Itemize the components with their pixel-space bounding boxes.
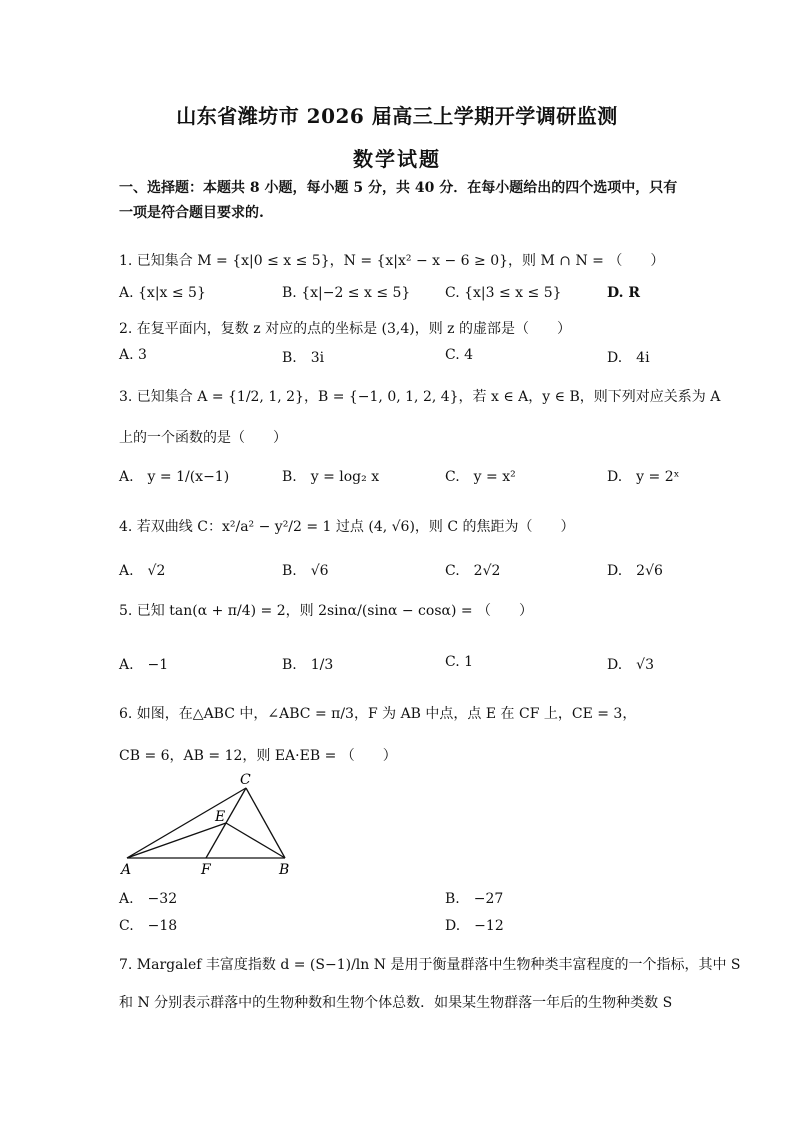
segment-cb [246,788,285,858]
q6-option-c: C. −18 [119,918,178,934]
q5-option-d: D. √3 [607,657,655,673]
q5-option-c: C. 1 [445,654,474,670]
section-heading-line1: 一、选择题：本题共 8 小题，每小题 5 分，共 40 分．在每小题给出的四个选项中，只有 [119,180,678,196]
q2-option-b: B. 3i [282,350,325,366]
triangle-figure [115,770,305,880]
q5-option-a: A. −1 [119,657,169,673]
label-b: B [279,862,290,878]
label-c: C [240,772,251,788]
q6-option-a: A. −32 [119,891,178,907]
q4-option-c: C. 2√2 [445,563,501,579]
question-4-stem: 4. 若双曲线 C：x²/a² − y²/2 = 1 过点 (4, √6)，则 C 的焦距为（ ） [119,519,575,535]
question-7-stem-line2: 和 N 分别表示群落中的生物种数和生物个体总数．如果某生物群落一年后的生物种类数 S [119,995,673,1011]
q1-option-a: A. {x|x ≤ 5} [119,285,206,301]
q3-option-b: B. y = log₂ x [282,469,380,485]
question-3-stem-line2: 上的一个函数的是（ ） [119,430,287,446]
question-2-stem: 2. 在复平面内，复数 z 对应的点的坐标是 (3,4)，则 z 的虚部是（ ） [119,321,571,337]
question-6-stem-line1: 6. 如图，在△ABC 中，∠ABC = π/3，F 为 AB 中点，点 E 在 CF 上，CE = 3， [119,706,637,722]
section-heading-line2: 一项是符合题目要求的. [119,205,264,221]
q1-option-d: D. R [607,285,641,301]
q4-option-b: B. √6 [282,563,329,579]
q1-option-c: C. {x|3 ≤ x ≤ 5} [445,285,562,301]
q3-option-d: D. y = 2ˣ [607,469,680,485]
q6-option-b: B. −27 [445,891,504,907]
q4-option-d: D. 2√6 [607,563,663,579]
question-6-stem-line2: CB = 6，AB = 12，则 EA·EB = （ ） [119,748,397,764]
exam-subtitle: 数学试题 [353,147,441,171]
q6-option-d: D. −12 [445,918,504,934]
segment-ac [127,788,246,858]
q1-option-b: B. {x|−2 ≤ x ≤ 5} [282,285,411,301]
question-5-stem: 5. 已知 tan(α + π/4) = 2，则 2sinα/(sinα − cosα) = （ ） [119,603,534,619]
q3-option-a: A. y = 1/(x−1) [119,469,230,485]
question-7-stem-line1: 7. Margalef 丰富度指数 d = (S−1)/ln N 是用于衡量群落中生物种类丰富程度的一个指标，其中 S [119,957,741,973]
label-f: F [201,862,211,878]
q2-option-d: D. 4i [607,350,650,366]
q2-option-a: A. 3 [119,347,147,363]
segment-eb [226,823,285,858]
q2-option-c: C. 4 [445,347,474,363]
label-e: E [215,809,226,825]
question-1-stem: 1. 已知集合 M = {x|0 ≤ x ≤ 5}，N = {x|x² − x − 6 ≥ 0}，则 M ∩ N = （ ） [119,253,665,269]
q5-option-b: B. 1/3 [282,657,334,673]
q3-option-c: C. y = x² [445,469,516,485]
section-heading [119,176,679,226]
label-a: A [121,862,132,878]
question-3-stem-line1: 3. 已知集合 A = {1/2, 1, 2}，B = {−1, 0, 1, 2, 4}，若 x ∈ A，y ∈ B，则下列对应关系为 A [119,389,721,405]
q4-option-a: A. √2 [119,563,166,579]
exam-title: 山东省潍坊市 2026 届高三上学期开学调研监测 [176,104,618,128]
